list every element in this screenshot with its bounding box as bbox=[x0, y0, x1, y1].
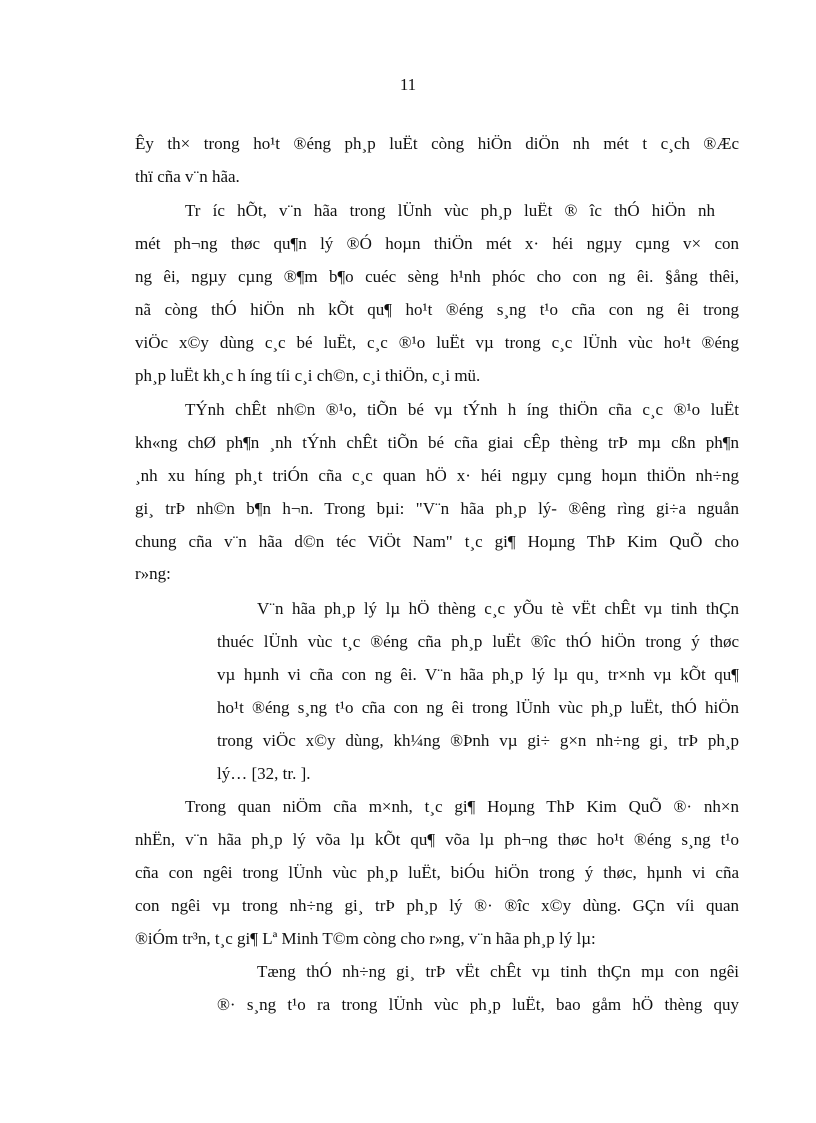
text-line: TÝnh chÊt nh©n ®¹o, tiÕn bé vµ tÝnh h íng thiÖn cña c¸c ®¹o luËt bbox=[185, 400, 739, 419]
text-line: ng êi, ngµy cµng ®¶m b¶o cuéc sèng h¹nh phóc cho con ng êi. §ång thêi, bbox=[135, 267, 739, 286]
page-number: 11 bbox=[399, 75, 417, 94]
text-line: con ngêi vµ trong nh÷ng gi¸ trÞ ph¸p lý ®· ®îc x©y dùng. GÇn víi quan bbox=[135, 896, 739, 915]
text-line: Tr íc hÕt, v¨n hãa trong lÜnh vùc ph¸p luËt ® îc thÓ hiÖn nh bbox=[185, 201, 715, 220]
quote-line: ®· s¸ng t¹o ra trong lÜnh vùc ph¸p luËt, bao gåm hÖ thèng quy bbox=[217, 995, 739, 1014]
quote-line: trong viÖc x©y dùng, kh¼ng ®Þnh vµ gi÷ g×n nh÷ng gi¸ trÞ ph¸p bbox=[217, 731, 739, 750]
quote-line: V¨n hãa ph¸p lý lµ hÖ thèng c¸c yÕu tè vËt chÊt vµ tinh thÇn bbox=[257, 599, 739, 618]
text-line: cña con ngêi trong lÜnh vùc ph¸p luËt, biÓu hiÖn trong ý thøc, hµnh vi cña bbox=[135, 863, 739, 882]
text-line: ®iÓm tr³n, t¸c gi¶ Lª Minh T©m còng cho r»ng, v¨n hãa ph¸p lý lµ: bbox=[135, 929, 596, 948]
text-line: chung cña v¨n hãa d©n téc ViÖt Nam" t¸c gi¶ Hoµng ThÞ Kim QuÕ cho bbox=[135, 532, 739, 551]
text-line: gi¸ trÞ nh©n b¶n h¬n. Trong bµi: "V¨n hãa ph¸p lý- ®êng rìng gi÷a nguån bbox=[135, 499, 739, 518]
text-line: r»ng: bbox=[135, 564, 171, 583]
text-line: thï cña v¨n hãa. bbox=[135, 167, 240, 186]
text-line: Êy th× trong ho¹t ®éng ph¸p luËt còng hiÖn diÖn nh mét t c¸ch ®Æc bbox=[135, 134, 739, 153]
text-line: ¸nh xu híng ph¸t triÓn cña c¸c quan hÖ x· héi ngµy cµng hoµn thiÖn nh÷ng bbox=[135, 466, 739, 485]
text-line: nã còng thÓ hiÖn nh kÕt qu¶ ho¹t ®éng s¸ng t¹o cña con ng êi trong bbox=[135, 300, 739, 319]
quote-line: ho¹t ®éng s¸ng t¹o cña con ng êi trong lÜnh vùc ph¸p luËt, thÓ hiÖn bbox=[217, 698, 739, 717]
quote-line: vµ hµnh vi cña con ng êi. V¨n hãa ph¸p lý lµ qu¸ tr×nh vµ kÕt qu¶ bbox=[217, 665, 739, 684]
text-line: Trong quan niÖm cña m×nh, t¸c gi¶ Hoµng ThÞ Kim QuÕ ®· nh×n bbox=[185, 797, 739, 816]
text-line: nhËn, v¨n hãa ph¸p lý võa lµ kÕt qu¶ võa lµ ph¬ng thøc ho¹t ®éng s¸ng t¹o bbox=[135, 830, 739, 849]
text-line: ph¸p luËt kh¸c h íng tíi c¸i ch©n, c¸i thiÖn, c¸i mü. bbox=[135, 366, 481, 385]
text-line: kh«ng chØ ph¶n ¸nh tÝnh chÊt tiÕn bé cña giai cÊp thèng trÞ mµ cßn ph¶n bbox=[135, 433, 739, 452]
text-line: viÖc x©y dùng c¸c bé luËt, c¸c ®¹o luËt vµ trong c¸c lÜnh vùc ho¹t ®éng bbox=[135, 333, 739, 352]
quote-line: lý… [32, tr. ]. bbox=[217, 764, 311, 783]
quote-line: Tæng thÓ nh÷ng gi¸ trÞ vËt chÊt vµ tinh thÇn mµ con ngêi bbox=[257, 962, 739, 981]
text-line: mét ph¬ng thøc qu¶n lý ®Ó hoµn thiÖn mét x· héi ngµy cµng v× con bbox=[135, 234, 739, 253]
quote-line: thuéc lÜnh vùc t¸c ®éng cña ph¸p luËt ®îc thÓ hiÖn trong ý thøc bbox=[217, 632, 739, 651]
